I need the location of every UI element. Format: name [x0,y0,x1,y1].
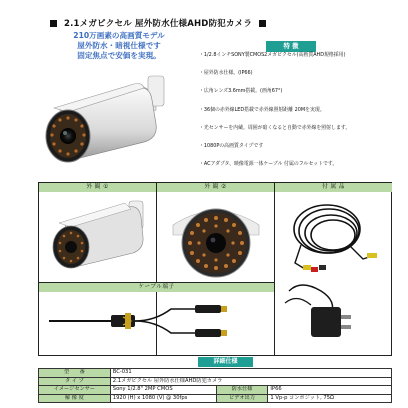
camera-hero-image [38,66,170,176]
spec-value: Sony 1/2.8" 2MP CMOS [110,386,216,395]
feature-item: ・36個の赤外線LED搭載で赤外線照射距離 20Mを実現。 [199,106,325,113]
table-row [39,394,392,403]
page-title: 2.1メガピクセル 屋外防水仕様AHD防犯カメラ [64,19,253,29]
spec-label: イメージセンサー [39,386,111,395]
spec-value: BC-031 [110,369,391,378]
image-table [38,182,392,356]
spec-label: 型 番 [39,369,111,378]
features-section [193,41,403,177]
spec-value: 2.1メガピクセル 屋外防水仕様AHD防犯カメラ [110,377,391,386]
spec-heading: 詳細仕様 [198,357,253,367]
intro-line: 固定焦点で安価を実現。 [77,51,161,60]
intro-line: 屋外防水・暗視仕様です [77,41,161,50]
exterior2-header: 外 観 ② [157,183,274,192]
cable-terminal-image [45,295,271,353]
spec-table [38,368,392,403]
feature-item: ・広角レンズ3.6mm搭載。(画角67°) [199,88,283,95]
cable-header: ケーブル端子 [39,283,274,292]
table-row [39,377,392,386]
table-row [39,369,392,378]
table-row [39,386,392,395]
intro-line: 210万画素の高画質モデル [73,31,165,40]
feature-item: ・1/2.8インチSONY製CMOS2メガピクセル(高画質AHD規格採用) [199,52,346,58]
intro-text [44,31,194,61]
feature-item: ・屋外防水仕様。(IP66) [199,70,253,77]
spec-value: 1920 (H) x 1080 (V) @ 30fps [110,394,216,403]
title-square-left [50,20,57,27]
spec-label: タ イ プ [39,377,111,386]
table-divider [274,183,275,355]
spec-value: IP66 [268,386,392,395]
features-heading: 特 徴 [266,41,316,52]
spec-label: 防水仕様 [216,386,268,395]
spec-label: ビデオ出力 [216,394,268,403]
title-square-right [259,20,266,27]
accessories-image [281,195,387,355]
spec-value: 1 Vp-p コンポジット, 75Ω [268,394,392,403]
features-list [199,52,403,179]
page-title-row [50,16,266,30]
exterior1-header: 外 観 ① [39,183,156,192]
feature-item: ・1080Pの高画質タイプです [199,142,264,149]
feature-item: ・光センサーを内蔵。周囲が暗くなると自動で赤外線を照射します。 [199,124,351,131]
accessories-header: 付 属 品 [275,183,392,192]
camera-exterior1-image [45,195,151,279]
spec-label: 解 像 度 [39,394,111,403]
camera-exterior2-image [163,195,269,279]
feature-item: ・ACアダプタ、映像電源一体ケーブル 付属のフルセットです。 [199,161,338,168]
